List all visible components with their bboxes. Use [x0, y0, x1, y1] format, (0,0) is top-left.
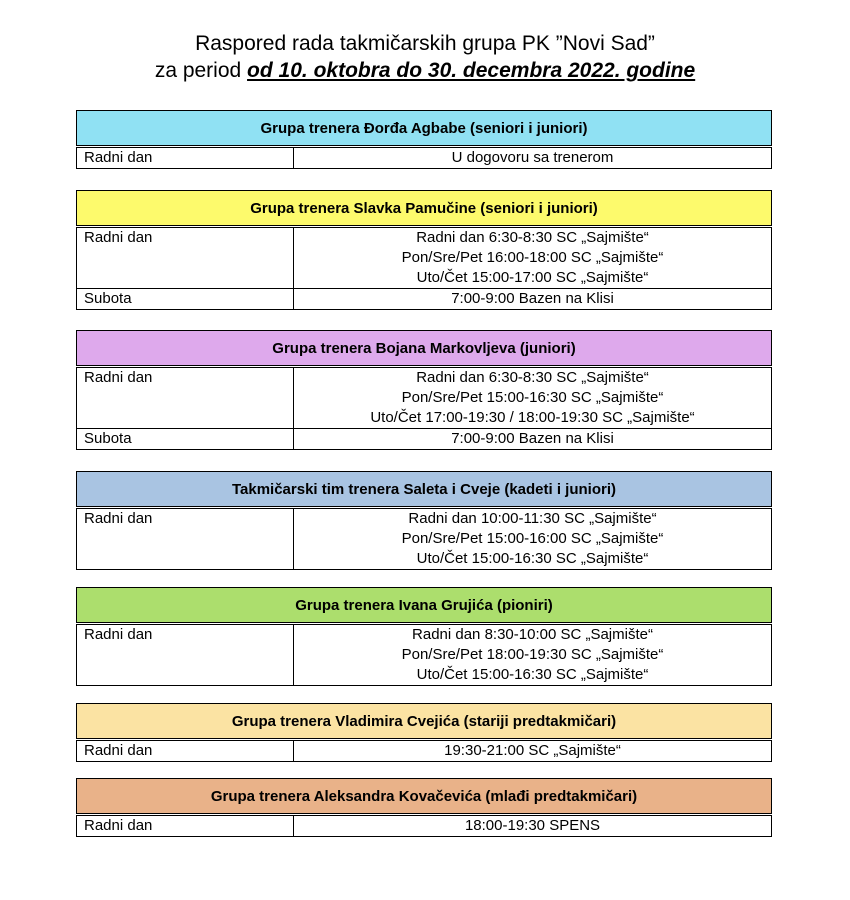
group-pamucina [76, 190, 772, 310]
time-line: 7:00-9:00 Bazen na Klisi [451, 290, 614, 307]
time-line: 18:00-19:30 SPENS [464, 817, 601, 834]
group-header: Grupa trenera Vladimira Cvejića (stariji predtakmičari) [76, 703, 772, 739]
day-cell: Radni dan [77, 148, 294, 169]
group-header: Grupa trenera Đorđa Agbabe (seniori i juniori) [76, 110, 772, 146]
group-header: Grupa trenera Bojana Markovljeva (juniori) [76, 330, 772, 366]
day-cell: Radni dan [77, 509, 294, 570]
time-cell [294, 148, 772, 169]
group-kovacevic [76, 778, 772, 837]
time-line: Radni dan 6:30-8:30 SC „Sajmište“ [416, 369, 649, 386]
schedule-table [76, 227, 772, 310]
table-row [77, 148, 772, 169]
time-line: Pon/Sre/Pet 18:00-19:30 SC „Sajmište“ [401, 646, 664, 663]
group-agbaba [76, 110, 772, 169]
period-line [0, 57, 850, 84]
day-cell: Radni dan [77, 741, 294, 762]
time-line: Radni dan 6:30-8:30 SC „Sajmište“ [416, 229, 649, 246]
time-cell [294, 289, 772, 310]
table-row [77, 429, 772, 450]
period-dates: od 10. oktobra do 30. decembra 2022. godine [247, 59, 696, 82]
time-line: Radni dan 8:30-10:00 SC „Sajmište“ [412, 626, 653, 643]
time-line: U dogovoru sa trenerom [451, 149, 614, 166]
time-cell [294, 741, 772, 762]
schedule-table [76, 624, 772, 686]
group-header: Grupa trenera Slavka Pamučine (seniori i juniori) [76, 190, 772, 226]
page-title: Raspored rada takmičarskih grupa PK ”Novi Sad” [195, 32, 655, 55]
schedule-table [76, 815, 772, 837]
time-line: Pon/Sre/Pet 15:00-16:00 SC „Sajmište“ [401, 530, 664, 547]
time-line: Uto/Čet 15:00-17:00 SC „Sajmište“ [416, 269, 649, 286]
table-row [77, 816, 772, 837]
schedule-table [76, 367, 772, 450]
day-cell: Radni dan [77, 368, 294, 429]
schedule-table [76, 508, 772, 570]
table-row [77, 509, 772, 570]
time-cell [294, 816, 772, 837]
schedule-table [76, 740, 772, 762]
group-cvejic [76, 703, 772, 762]
table-row [77, 289, 772, 310]
group-header: Grupa trenera Aleksandra Kovačevića (mlađi predtakmičari) [76, 778, 772, 814]
time-cell [294, 228, 772, 289]
time-cell [294, 509, 772, 570]
time-line: Radni dan 10:00-11:30 SC „Sajmište“ [408, 510, 657, 527]
table-row [77, 228, 772, 289]
time-cell [294, 429, 772, 450]
schedule-table [76, 147, 772, 169]
time-line: Uto/Čet 17:00-19:30 / 18:00-19:30 SC „Sajmište“ [370, 409, 695, 426]
time-line: 7:00-9:00 Bazen na Klisi [451, 430, 614, 447]
period-prefix: za period [154, 59, 248, 82]
group-header: Takmičarski tim trenera Saleta i Cveje (kadeti i juniori) [76, 471, 772, 507]
time-line: 19:30-21:00 SC „Sajmište“ [444, 742, 621, 759]
time-line: Pon/Sre/Pet 15:00-16:30 SC „Sajmište“ [401, 389, 664, 406]
day-cell: Radni dan [77, 625, 294, 686]
day-cell: Subota [77, 429, 294, 450]
time-cell [294, 625, 772, 686]
group-header: Grupa trenera Ivana Grujića (pioniri) [76, 587, 772, 623]
group-grujic [76, 587, 772, 686]
day-cell: Radni dan [77, 816, 294, 837]
time-cell [294, 368, 772, 429]
group-markovljev [76, 330, 772, 450]
time-line: Uto/Čet 15:00-16:30 SC „Sajmište“ [416, 666, 649, 683]
group-sale-cveja [76, 471, 772, 570]
table-row [77, 368, 772, 429]
time-line: Pon/Sre/Pet 16:00-18:00 SC „Sajmište“ [401, 249, 664, 266]
day-cell: Radni dan [77, 228, 294, 289]
day-cell: Subota [77, 289, 294, 310]
time-line: Uto/Čet 15:00-16:30 SC „Sajmište“ [416, 550, 649, 567]
table-row [77, 741, 772, 762]
table-row [77, 625, 772, 686]
